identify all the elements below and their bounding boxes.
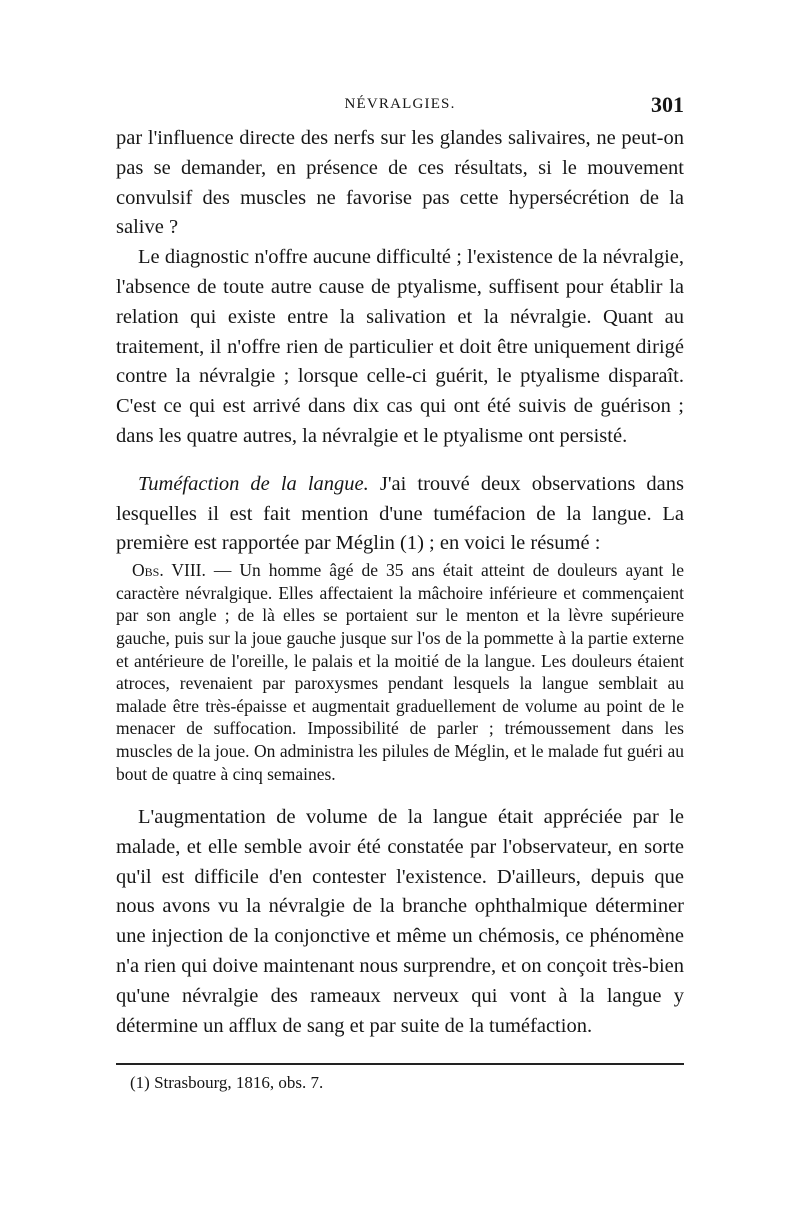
paragraph-tumefaction-text: J'ai trouvé deux observations dans lesquelles il est fait mention d'une tuméfacion de la langue. La première est rapportée par Méglin (1) ; en voici le résumé : — [116, 472, 684, 555]
paragraph-augmentation: L'augmentation de volume de la langue était appréciée par le malade, et elle semble avoir été constatée par l'observateur, en sorte qu'il est difficile d'en contester l'existence. D'ailleurs, depuis que nous avons vu la névralgie de la branche ophthalmique déterminer une injection de la conjonctive et même un chémosis, ce phénomène n'a rien qui doive maintenant nous surprendre, et on conçoit très-bien qu'une névralgie des rameaux nerveux qui vont à la langue y détermine un afflux de sang et par suite de la tuméfaction. — [116, 806, 684, 1037]
paragraph-tumefaction — [116, 470, 684, 559]
paragraph-continuation: par l'influence directe des nerfs sur les glandes salivaires, ne peut-on pas se demander, en présence de ces résultats, si le mouvement convulsif des muscles ne favorise pas cette hypersécrétion de la salive ? — [116, 127, 684, 239]
observation-viii — [116, 559, 684, 785]
book-page — [116, 92, 684, 1095]
paragraph-diagnostic: Le diagnostic n'offre aucune difficulté ; l'existence de la névralgie, l'absence de toute autre cause de ptyalisme, suffisent pour établir la relation qui existe entre la salivation et la névralgie. Quant au traitement, il n'offre rien de particulier et doit être uniquement dirigé contre la névralgie ; lorsque celle-ci guérit, le ptyalisme disparaît. C'est ce qui est arrivé dans dix cas qui ont été suivis de guérison ; dans les quatre autres, la névralgie et le ptyalisme ont persisté. — [116, 246, 684, 447]
page-number: 301 — [651, 92, 684, 117]
footnote: (1) Strasbourg, 1816, obs. 7. — [130, 1073, 324, 1093]
running-title: NÉVRALGIES. — [344, 96, 456, 112]
observation-text: — Un homme âgé de 35 ans était atteint de douleurs ayant le caractère névralgique. Elles affectaient la mâchoire inférieure et commençaient par son angle ; de là elles se portaient sur le menton et la lèvre supérieure gauche, puis sur la joue gauche jusque sur l'os de la pommette à la partie externe et antérieure de l'oreille, le palais et la moitié de la langue. Les douleurs étaient atroces, revenaient par paroxysmes pendant lesquels la langue semblait au malade être très-épaisse et augmentait graduellement de volume au point de le menacer de suffocation. Impossibilité de parler ; trémoussement dans les muscles de la joue. On administra les pilules de Méglin, et le malade fut guéri au bout de quatre à cinq semaines. — [116, 560, 684, 784]
section-heading-tumefaction: Tuméfaction de la langue. — [138, 472, 369, 495]
observation-label: Obs. VIII. — [132, 560, 206, 581]
footnote-rule — [116, 1063, 684, 1065]
running-head — [116, 92, 684, 124]
